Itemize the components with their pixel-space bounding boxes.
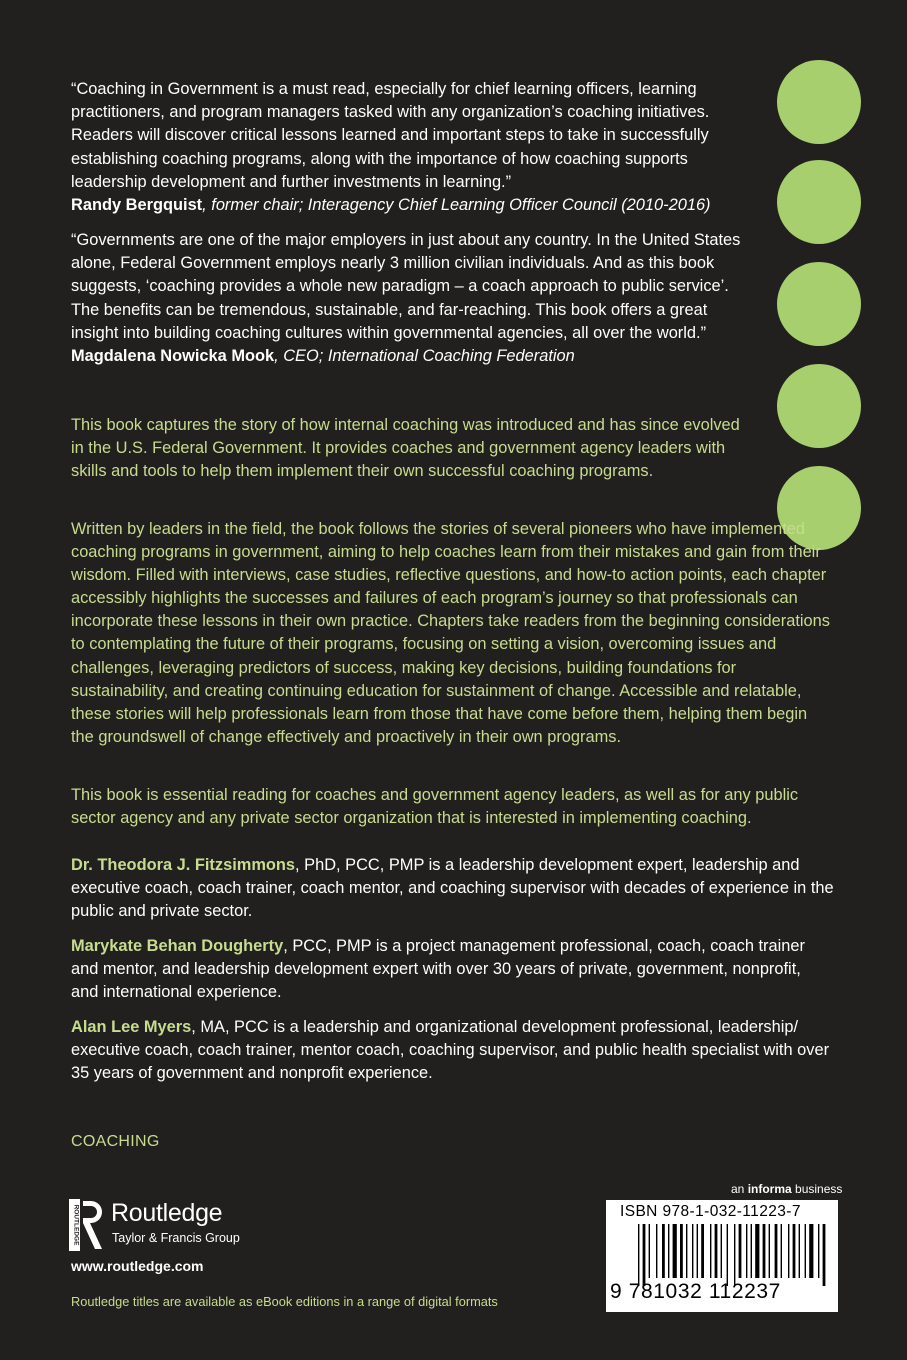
quote-author: Randy Bergquist <box>71 196 203 215</box>
decorative-circle <box>777 364 861 448</box>
author-bio-1 <box>71 854 841 923</box>
barcode-bars <box>638 1224 828 1286</box>
barcode-digits: 9 781032 112237 <box>610 1280 781 1303</box>
publisher-group: Taylor & Francis Group <box>112 1231 240 1245</box>
endorsement-quote-1 <box>71 78 751 217</box>
description-paragraph-2: Written by leaders in the field, the book follows the stories of several pioneers who have implemented coaching programs in government, aiming to help coaches learn from their mistakes and gain from their wisdom. Filled with interviews, case studies, reflective questions, and how-to action points, each chapter accessibly highlights the successes and failures of each program’s journey so that professionals can incorporate these lessons in their own practice. Chapters take readers from the beginning considerations to contemplating the future of their programs, focusing on setting a vision, overcoming issues and challenges, leveraging predictors of success, making key decisions, building foundations for sustainability, and creating continuing education for sustainment of change. Accessible and relatable, these stories will help professionals learn from those that have come before them, helping them begin the groundswell of change effectively and proactively in their own programs. <box>71 520 830 746</box>
decorative-circle <box>777 160 861 244</box>
isbn-label: ISBN 978-1-032-11223-7 <box>620 1203 801 1220</box>
quote-author: Magdalena Nowicka Mook <box>71 347 275 366</box>
routledge-logo <box>69 1199 269 1251</box>
informa-suffix: business <box>791 1182 843 1196</box>
author-bio-2 <box>71 935 831 1004</box>
decorative-circle <box>777 60 861 144</box>
author-bio-text: , PCC, PMP is a project management professional, coach, coach trainer and mentor, and leadership development expert with over 30 years of private, government, nonprofit, and international experience. <box>71 937 805 1002</box>
ebook-note: Routledge titles are available as eBook editions in a range of digital formats <box>71 1294 498 1309</box>
quote-text: “Governments are one of the major employers in just about any country. In the United States alone, Federal Government employs nearly 3 million civilian individuals. And as this book suggests, ‘coaching provides a whole new paradigm – a coach approach to public service’. The benefits can be tremendous, sustainable, and far-reaching. This book offers a great insight into building coaching cultures within governmental agencies, all over the world.” <box>71 231 741 342</box>
author-name: Alan Lee Myers <box>71 1018 192 1036</box>
informa-prefix: an <box>731 1182 748 1196</box>
publisher-website: www.routledge.com <box>71 1258 204 1274</box>
author-name: Marykate Behan Dougherty <box>71 937 284 955</box>
routledge-r-icon <box>69 1199 107 1251</box>
author-bio-text: , MA, PCC is a leadership and organizational development professional, leadership/ executive coach, coach trainer, mentor coach, coaching supervisor, and public health specialist with over 35 years of government and nonprofit experience. <box>71 1018 830 1083</box>
quote-author-role: , CEO; International Coaching Federation <box>274 347 575 366</box>
author-name: Dr. Theodora J. Fitzsimmons <box>71 856 296 874</box>
author-bio-text: , PhD, PCC, PMP is a leadership development expert, leadership and executive coach, coach trainer, coach mentor, and coaching supervisor with decades of experience in the public and private sector. <box>71 856 834 921</box>
isbn-barcode <box>606 1200 838 1312</box>
author-bio-3 <box>71 1016 831 1085</box>
description-paragraph-1: This book captures the story of how internal coaching was introduced and has since evolved in the U.S. Federal Government. It provides coaches and government agency leaders with skills and tools to help them implement their own successful coaching programs. <box>71 416 740 481</box>
publisher-name: Routledge <box>111 1199 223 1227</box>
category-label: COACHING <box>71 1133 160 1150</box>
quote-author-role: , former chair; Interagency Chief Learning Officer Council (2010-2016) <box>202 196 711 215</box>
description-paragraph-3: This book is essential reading for coaches and government agency leaders, as well as for any public sector agency and any private sector organization that is interested in implementing coaching. <box>71 786 799 828</box>
quote-text: “Coaching in Government is a must read, especially for chief learning officers, learning practitioners, and program managers tasked with any organization’s coaching initiatives. Readers will discover critical lessons learned and important steps to take in successfully establishing coaching programs, along with the importance of how coaching supports leadership development and further investments in learning.” <box>71 80 710 191</box>
decorative-circle <box>777 262 861 346</box>
informa-business-line <box>731 1182 842 1196</box>
logo-vertical-text: ROUTLEDGE <box>72 1204 80 1246</box>
informa-brand: informa <box>747 1182 792 1196</box>
endorsement-quote-2 <box>71 229 751 368</box>
